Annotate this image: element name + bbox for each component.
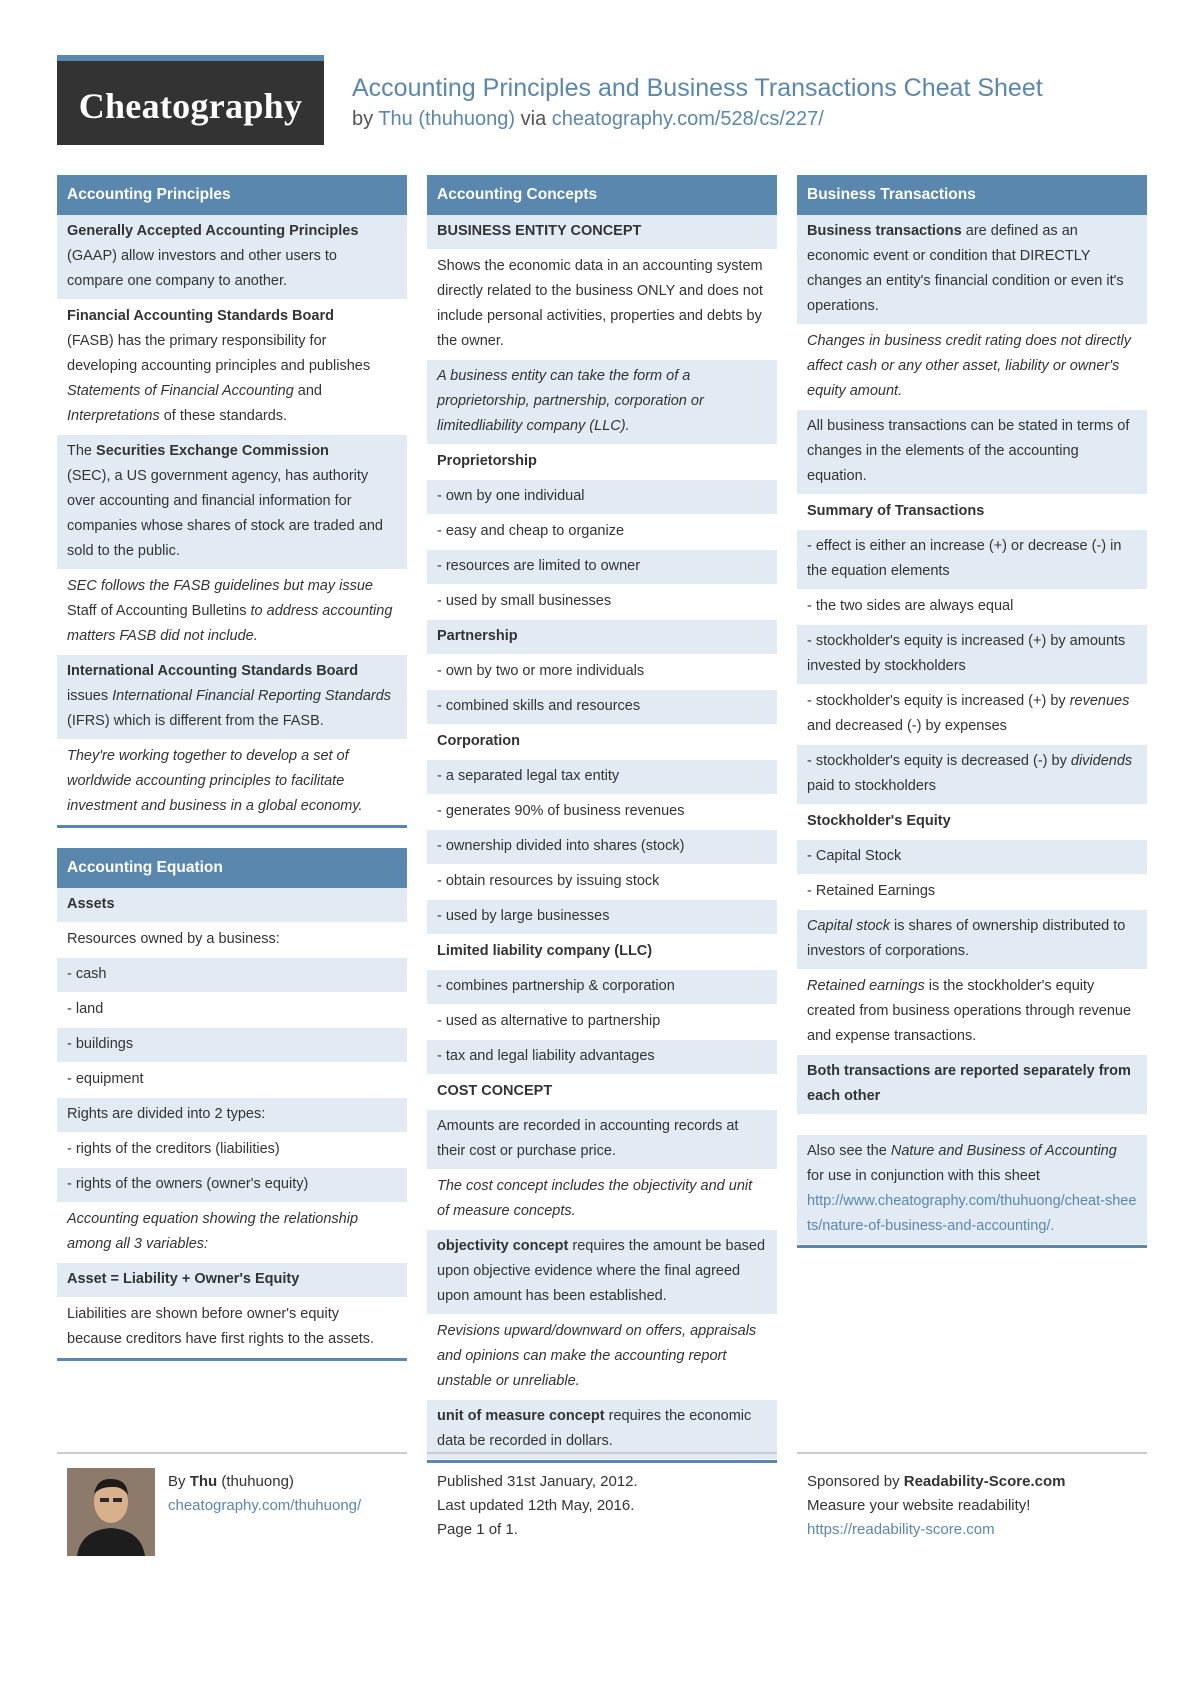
text-span: Statements of Financial Accounting <box>67 383 294 399</box>
sec-heading <box>67 439 397 464</box>
text-span: to address accounting matters FASB did not include. <box>67 603 393 644</box>
text-span: issues <box>67 688 109 704</box>
list-item: - ownership divided into shares (stock) <box>427 830 777 865</box>
list-item: - Retained Earnings <box>797 875 1147 910</box>
list-item <box>57 570 407 655</box>
text-span: (IFRS) which is different from the FASB. <box>67 713 324 729</box>
sheet-url-link[interactable]: cheatography.com/528/cs/227/ <box>551 108 824 130</box>
text-span: for use in conjunction with this sheet <box>807 1168 1040 1184</box>
list-item: Assets <box>57 888 407 923</box>
list-item: Resources owned by a business: <box>57 923 407 958</box>
text-span: requires the amount be based upon objective evidence where the final agreed upon amount has been established. <box>437 1238 766 1304</box>
text-span: requires the economic data be recorded in dollars. <box>437 1408 752 1449</box>
text-span: Staff of Accounting Bulletins <box>67 603 247 619</box>
list-item <box>797 1135 1147 1245</box>
list-item: - combines partnership & corporation <box>427 970 777 1005</box>
text-span: Also see the <box>807 1143 887 1159</box>
list-item: Accounting equation showing the relationship among all 3 variables: <box>57 1203 407 1263</box>
gaap-heading: Generally Accepted Accounting Principles <box>67 223 359 239</box>
list-item: - combined skills and resources <box>427 690 777 725</box>
list-item: - land <box>57 993 407 1028</box>
list-item: - the two sides are always equal <box>797 590 1147 625</box>
text-span: are defined as an economic event or condition that DIRECTLY changes an entity's financial condition or even it's operations. <box>807 223 1124 314</box>
list-item <box>57 655 407 740</box>
list-item: - cash <box>57 958 407 993</box>
list-item: Summary of Transactions <box>797 495 1147 530</box>
column-2 <box>427 175 777 1483</box>
author-profile-link[interactable]: cheatography.com/thuhuong/ <box>168 1497 362 1514</box>
list-item <box>797 970 1147 1055</box>
text-span: of these standards. <box>163 408 288 424</box>
list-item: Corporation <box>427 725 777 760</box>
section-accounting-equation <box>57 848 407 1361</box>
text-span: dividends <box>1070 753 1133 769</box>
page-title: Accounting Principles and Business Transactions Cheat Sheet <box>352 74 1043 102</box>
section-title: Accounting Principles <box>57 175 407 215</box>
list-item: - easy and cheap to organize <box>427 515 777 550</box>
list-item <box>797 685 1147 745</box>
updated-date: Last updated 12th May, 2016. <box>437 1497 635 1514</box>
list-item: - effect is either an increase (+) or decrease (-) in the equation elements <box>797 530 1147 590</box>
list-item <box>797 745 1147 805</box>
text-span: objectivity concept <box>437 1238 569 1254</box>
person-icon <box>67 1468 155 1556</box>
list-item: Asset = Liability + Owner's Equity <box>57 1263 407 1298</box>
column-3 <box>797 175 1147 1268</box>
list-item: Revisions upward/downward on offers, appraisals and opinions can make the accounting report unstable or unreliable. <box>427 1315 777 1400</box>
page-number: Page 1 of 1. <box>437 1521 518 1538</box>
list-item: All business transactions can be stated in terms of changes in the elements of the accounting equation. <box>797 410 1147 495</box>
text-span: By <box>168 1473 186 1490</box>
list-item: - obtain resources by issuing stock <box>427 865 777 900</box>
list-item: The cost concept includes the objectivity and unit of measure concepts. <box>427 1170 777 1230</box>
byline <box>352 108 824 131</box>
text-span: SEC follows the FASB guidelines but may issue <box>67 578 373 594</box>
text-span: Sponsored by <box>807 1473 900 1490</box>
footer-dates <box>427 1452 777 1542</box>
list-item: - stockholder's equity is increased (+) by amounts invested by stockholders <box>797 625 1147 685</box>
text-span: Nature and Business of Accounting <box>890 1143 1117 1159</box>
published-date: Published 31st January, 2012. <box>437 1473 638 1490</box>
list-item: Proprietorship <box>427 445 777 480</box>
text-span: and decreased (-) by expenses <box>807 718 1007 734</box>
list-item: - a separated legal tax entity <box>427 760 777 795</box>
list-item: BUSINESS ENTITY CONCEPT <box>427 215 777 250</box>
text-span: and <box>297 383 322 399</box>
section-accounting-principles <box>57 175 407 828</box>
text-span: revenues <box>1069 693 1130 709</box>
footer-sponsor <box>797 1452 1147 1542</box>
sponsor-link[interactable]: https://readability-score.com <box>807 1521 995 1538</box>
list-item: - equipment <box>57 1063 407 1098</box>
list-item: Changes in business credit rating does not directly affect cash or any other asset, liability or owner's equity amount. <box>797 325 1147 410</box>
sponsor-tagline: Measure your website readability! <box>807 1497 1031 1514</box>
list-item: COST CONCEPT <box>427 1075 777 1110</box>
section-accounting-concepts <box>427 175 777 1463</box>
author-link[interactable]: Thu (thuhuong) <box>378 108 516 130</box>
fasb-heading: Financial Accounting Standards Board <box>67 308 334 324</box>
logo-text: Cheatography <box>78 86 303 126</box>
sponsor-line <box>807 1470 1147 1494</box>
list-item: Both transactions are reported separately from each other <box>797 1055 1147 1115</box>
list-item: - used by large businesses <box>427 900 777 935</box>
byline-via: via <box>520 108 547 130</box>
list-item: A business entity can take the form of a proprietorship, partnership, corporation or limitedliability company (LLC). <box>427 360 777 445</box>
list-item <box>57 300 407 435</box>
iasb-heading: International Accounting Standards Board <box>67 663 359 679</box>
list-item: Stockholder's Equity <box>797 805 1147 840</box>
list-item: Limited liability company (LLC) <box>427 935 777 970</box>
nature-of-business-link[interactable]: http://www.cheatography.com/thuhuong/cheat-sheets/nature-of-business-and-accounting/. <box>807 1193 1137 1234</box>
gaap-text: (GAAP) allow investors and other users to compare one company to another. <box>67 248 337 289</box>
list-item: - Capital Stock <box>797 840 1147 875</box>
text-span: is the stockholder's equity created from business operations through revenue and expense transactions. <box>807 978 1132 1044</box>
text-span: (FASB) has the primary responsibility for developing accounting principles and publishes <box>67 333 371 374</box>
text-span: Business transactions <box>807 223 962 239</box>
list-item: - own by one individual <box>427 480 777 515</box>
text-span: is shares of ownership distributed to investors of corporations. <box>807 918 1126 959</box>
text-span: Interpretations <box>67 408 160 424</box>
list-item: Liabilities are shown before owner's equity because creditors have first rights to the assets. <box>57 1298 407 1358</box>
list-item: Shows the economic data in an accounting system directly related to the business ONLY and does not include personal activities, properties and debts by the owner. <box>427 250 777 360</box>
list-item <box>797 910 1147 970</box>
list-item: - resources are limited to owner <box>427 550 777 585</box>
author-info <box>168 1470 407 1518</box>
section-title: Accounting Equation <box>57 848 407 888</box>
text-span: (thuhuong) <box>221 1473 294 1490</box>
section-title: Business Transactions <box>797 175 1147 215</box>
list-item: - used by small businesses <box>427 585 777 620</box>
author-line <box>168 1470 407 1494</box>
text-span: unit of measure concept <box>437 1408 605 1424</box>
text-span: Readability-Score.com <box>903 1473 1066 1490</box>
footer-author <box>57 1452 407 1572</box>
list-item: - buildings <box>57 1028 407 1063</box>
text-span: paid to stockholders <box>807 778 936 794</box>
section-business-transactions <box>797 175 1147 1248</box>
text-span: Securities Exchange Commission <box>96 443 329 459</box>
list-item: - tax and legal liability advantages <box>427 1040 777 1075</box>
byline-by: by <box>352 108 374 130</box>
iasb-text <box>67 684 397 734</box>
list-item <box>427 1230 777 1315</box>
text-span: Capital stock <box>807 918 891 934</box>
sec-text: (SEC), a US government agency, has authority over accounting and financial information for companies whose shares of stock are traded and sold to the public. <box>67 468 383 559</box>
list-item: - own by two or more individuals <box>427 655 777 690</box>
list-item: - rights of the creditors (liabilities) <box>57 1133 407 1168</box>
page-header <box>57 55 1145 145</box>
list-item: Partnership <box>427 620 777 655</box>
text-span: Thu <box>189 1473 218 1490</box>
list-item <box>57 435 407 570</box>
avatar[interactable] <box>67 1468 155 1556</box>
spacer <box>797 1115 1147 1135</box>
list-item: Amounts are recorded in accounting records at their cost or purchase price. <box>427 1110 777 1170</box>
text-span: International Financial Reporting Standards <box>112 688 392 704</box>
list-item <box>797 215 1147 325</box>
section-title: Accounting Concepts <box>427 175 777 215</box>
fasb-text <box>67 329 397 429</box>
list-item: They're working together to develop a set of worldwide accounting principles to facilitate investment and business in a global economy. <box>57 740 407 825</box>
list-item <box>57 215 407 300</box>
list-item <box>427 1400 777 1460</box>
text-span: The <box>67 443 92 459</box>
list-item: - generates 90% of business revenues <box>427 795 777 830</box>
cheatography-logo[interactable] <box>57 55 324 145</box>
text-span: - stockholder's equity is decreased (-) by <box>807 753 1067 769</box>
column-1 <box>57 175 407 1381</box>
list-item: Rights are divided into 2 types: <box>57 1098 407 1133</box>
list-item: - rights of the owners (owner's equity) <box>57 1168 407 1203</box>
text-span: Retained earnings <box>807 978 925 994</box>
text-span: - stockholder's equity is increased (+) by <box>807 693 1066 709</box>
list-item: - used as alternative to partnership <box>427 1005 777 1040</box>
